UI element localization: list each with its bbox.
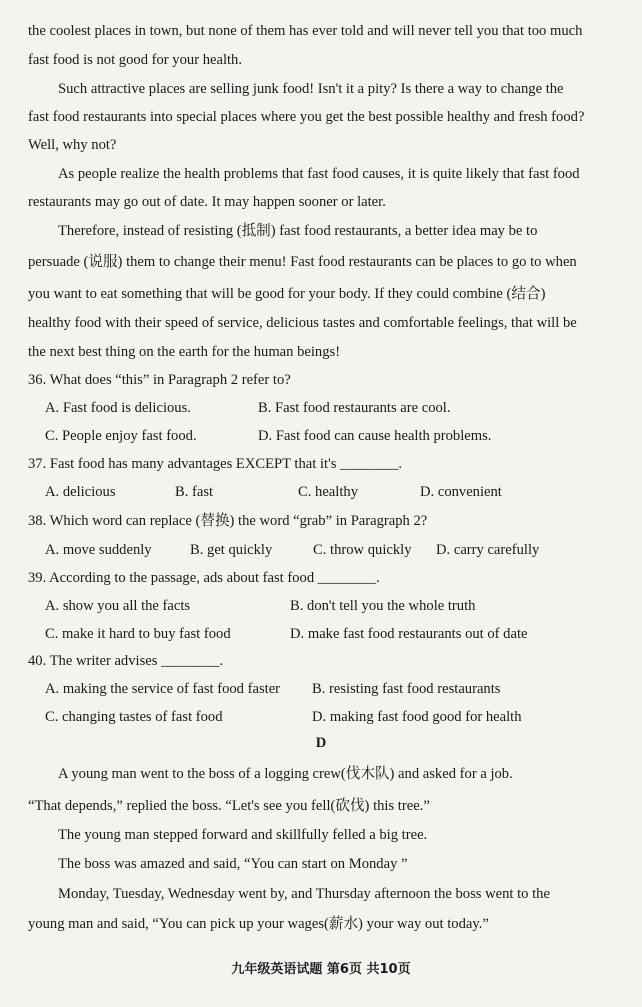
question-40-option-c[interactable]: C. changing tastes of fast food [45, 709, 223, 725]
passage-line: the coolest places in town, but none of them has ever told and will never tell you that too much [28, 23, 583, 39]
passage-line: fast food is not good for your health. [28, 52, 243, 68]
question-40-option-b[interactable]: B. resisting fast food restaurants [312, 681, 501, 697]
question-36-stem: 36. What does “this” in Paragraph 2 refer to? [28, 372, 291, 388]
section-heading-d: D [315, 735, 327, 751]
question-37-option-b[interactable]: B. fast [175, 484, 214, 500]
passage-line: you want to eat something that will be good for your body. If they could combine (结合) [28, 286, 546, 302]
passage-line: young man and said, “You can pick up your wages(薪水) your way out today.” [28, 916, 489, 932]
question-37-stem: 37. Fast food has many advantages EXCEPT that it's ________. [28, 456, 403, 472]
passage-line: restaurants may go out of date. It may happen sooner or later. [28, 194, 386, 210]
question-37-option-c[interactable]: C. healthy [298, 484, 358, 500]
question-36-option-a[interactable]: A. Fast food is delicious. [45, 400, 191, 416]
passage-line: Monday, Tuesday, Wednesday went by, and Thursday afternoon the boss went to the [58, 886, 550, 902]
question-38-option-c[interactable]: C. throw quickly [313, 542, 412, 558]
question-40-option-a[interactable]: A. making the service of fast food faster [45, 681, 281, 697]
question-37-option-a[interactable]: A. delicious [45, 484, 116, 500]
question-38-stem: 38. Which word can replace (替换) the word “grab” in Paragraph 2? [28, 513, 428, 529]
question-39-stem: 39. According to the passage, ads about fast food ________. [28, 570, 380, 586]
question-39-option-b[interactable]: B. don't tell you the whole truth [290, 598, 476, 614]
passage-line: fast food restaurants into special places where you get the best possible healthy and fresh food? [28, 109, 585, 125]
question-36-option-c[interactable]: C. People enjoy fast food. [45, 428, 197, 444]
question-39-option-a[interactable]: A. show you all the facts [45, 598, 191, 614]
passage-line: the next best thing on the earth for the human beings! [28, 344, 341, 360]
question-36-option-b[interactable]: B. Fast food restaurants are cool. [258, 400, 451, 416]
passage-line: The young man stepped forward and skillfully felled a big tree. [58, 827, 428, 843]
passage-line: healthy food with their speed of service, delicious tastes and comfortable feelings, that will be [28, 315, 577, 331]
passage-line: persuade (说服) them to change their menu! Fast food restaurants can be places to go to when [28, 254, 577, 270]
question-39-option-c[interactable]: C. make it hard to buy fast food [45, 626, 231, 642]
question-38-option-d[interactable]: D. carry carefully [436, 542, 540, 558]
question-38-option-a[interactable]: A. move suddenly [45, 542, 152, 558]
passage-line: The boss was amazed and said, “You can start on Monday ” [58, 856, 408, 872]
question-36-option-d[interactable]: D. Fast food can cause health problems. [258, 428, 492, 444]
passage-line: A young man went to the boss of a logging crew(伐木队) and asked for a job. [58, 766, 513, 782]
passage-line: Such attractive places are selling junk food! Isn't it a pity? Is there a way to change the [58, 81, 564, 97]
passage-line: “That depends,” replied the boss. “Let's see you fell(砍伐) this tree.” [28, 798, 430, 814]
question-40-option-d[interactable]: D. making fast food good for health [312, 709, 522, 725]
question-38-option-b[interactable]: B. get quickly [190, 542, 273, 558]
page-footer: 九年级英语试题 第6页 共10页 [231, 962, 411, 977]
question-39-option-d[interactable]: D. make fast food restaurants out of date [290, 626, 528, 642]
passage-line: As people realize the health problems that fast food causes, it is quite likely that fast food [58, 166, 580, 182]
question-40-stem: 40. The writer advises ________. [28, 653, 224, 669]
passage-line: Well, why not? [28, 137, 117, 153]
passage-line: Therefore, instead of resisting (抵制) fast food restaurants, a better idea may be to [58, 223, 538, 239]
question-37-option-d[interactable]: D. convenient [420, 484, 502, 500]
